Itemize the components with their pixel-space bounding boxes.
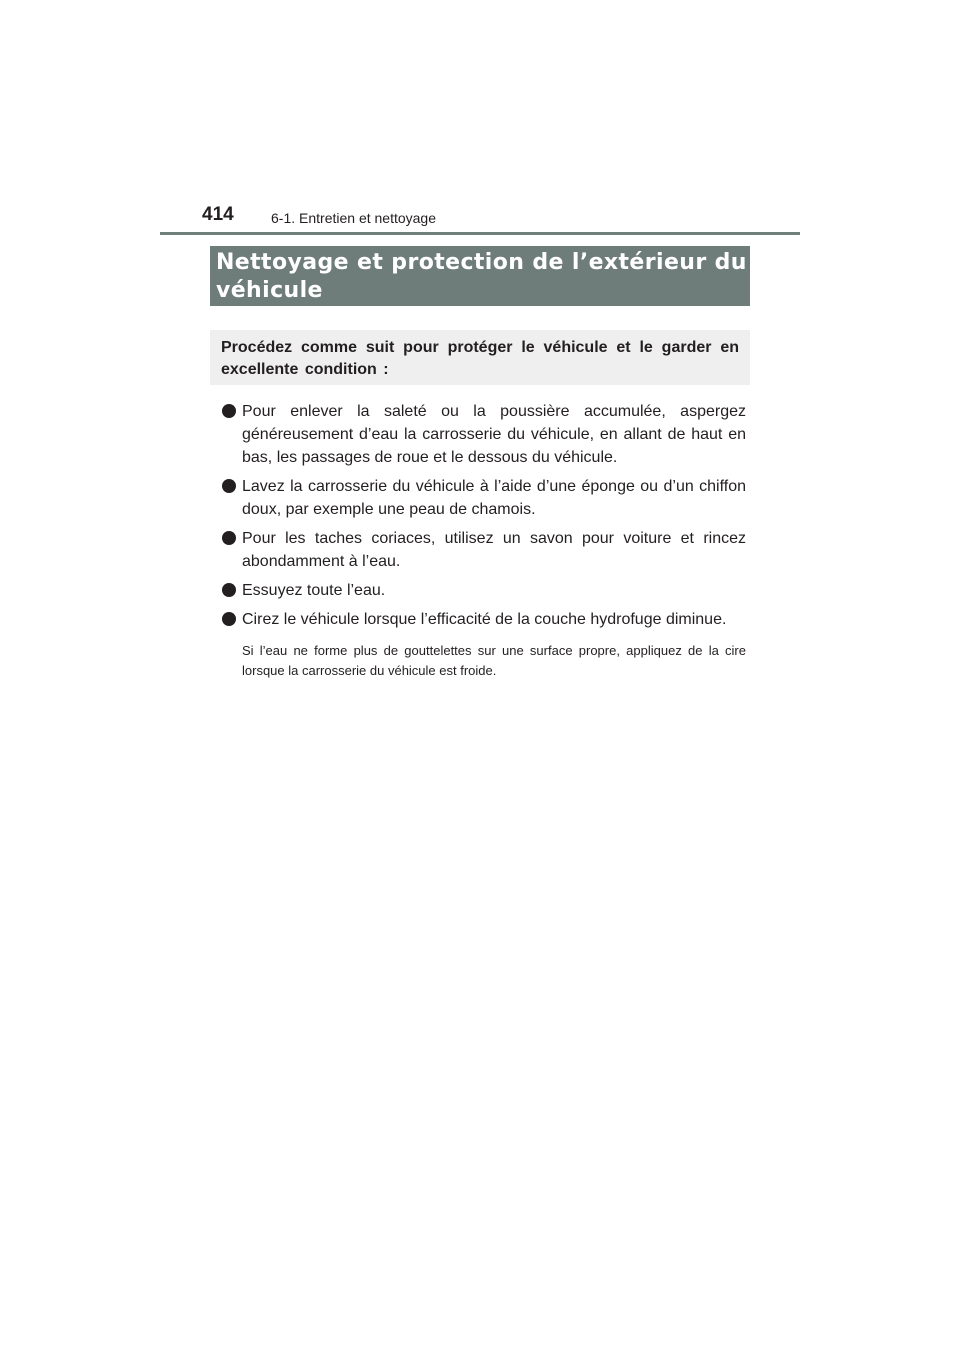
title-bar xyxy=(210,246,750,306)
bullet-text: Cirez le véhicule lorsque l’efficacité de la couche hydrofuge diminue. xyxy=(242,611,727,628)
bullet-text: Essuyez toute l’eau. xyxy=(242,582,386,599)
page-number: 414 xyxy=(202,204,234,225)
bullet-icon xyxy=(222,531,236,545)
intro-box xyxy=(210,330,750,385)
bullet-icon xyxy=(222,479,236,493)
list-item xyxy=(220,475,746,521)
bullet-icon xyxy=(222,612,236,626)
bullet-text: Lavez la carrosserie du véhicule à l’aide d’une éponge ou d’un chiffon doux, par exemple une peau de chamois. xyxy=(242,478,746,518)
page-title: Nettoyage et protection de l’extérieur du véhicule xyxy=(216,250,747,303)
bullet-text: Pour les taches coriaces, utilisez un savon pour voiture et rincez abondamment à l’eau. xyxy=(242,530,746,570)
bullet-icon xyxy=(222,583,236,597)
list-item xyxy=(220,608,746,631)
list-item xyxy=(220,527,746,573)
intro-text: Procédez comme suit pour protéger le véhicule et le garder en excellente condition : xyxy=(221,339,739,378)
header-rule xyxy=(160,232,800,235)
bullet-text: Pour enlever la saleté ou la poussière accumulée, aspergez généreusement d’eau la carrosserie du véhicule, en allant de haut en bas, les passages de roue et le dessous du véhicule. xyxy=(242,403,746,466)
bullet-list xyxy=(220,400,746,631)
main-content xyxy=(220,400,746,681)
list-item xyxy=(220,579,746,602)
wax-note: Si l’eau ne forme plus de gouttelettes sur une surface propre, appliquez de la cire lorsque la carrosserie du véhicule est froide. xyxy=(242,643,746,678)
list-item xyxy=(220,400,746,469)
bullet-icon xyxy=(222,404,236,418)
page-header xyxy=(160,203,800,233)
section-label: 6-1. Entretien et nettoyage xyxy=(271,210,436,226)
